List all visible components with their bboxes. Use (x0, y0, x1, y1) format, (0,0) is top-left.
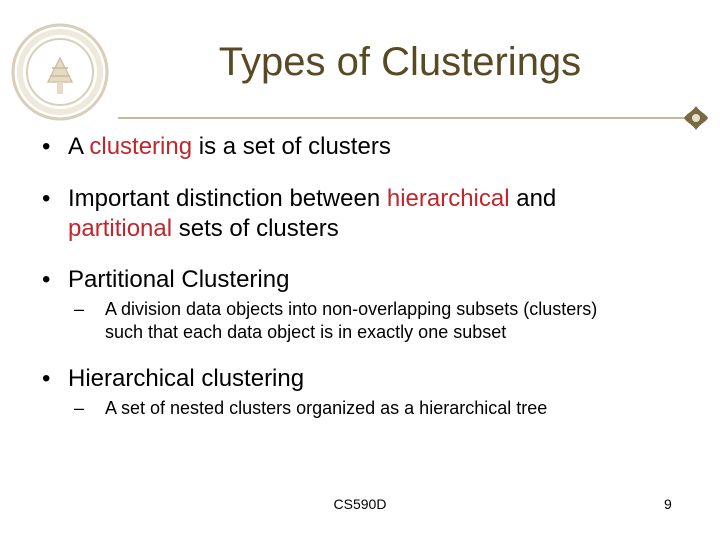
bullet-symbol: • (42, 133, 51, 160)
page-number: 9 (664, 496, 672, 512)
bullet-text: partitional sets of clusters (68, 215, 339, 242)
bullet-text: Important distinction between hierarchical and (68, 185, 557, 212)
sub-bullet-text: such that each data object is in exactly one subset (105, 322, 507, 342)
sub-bullet-symbol: – (74, 299, 85, 319)
sub-bullet-text: A set of nested clusters organized as a hierarchical tree (105, 398, 548, 418)
slide-title: Types of Clusterings (218, 40, 582, 84)
bullet-text: A clustering is a set of clusters (68, 133, 391, 160)
sub-bullet-text: A division data objects into non-overlapping subsets (clusters) (105, 299, 598, 319)
bullet-text: Partitional Clustering (68, 266, 290, 293)
bullet-text: Hierarchical clustering (68, 365, 305, 392)
footer-course-label: CS590D (333, 496, 387, 512)
bullet-symbol: • (42, 266, 51, 293)
sub-bullet-symbol: – (74, 398, 85, 418)
bullet-symbol: • (42, 365, 51, 392)
bullet-symbol: • (42, 185, 51, 212)
